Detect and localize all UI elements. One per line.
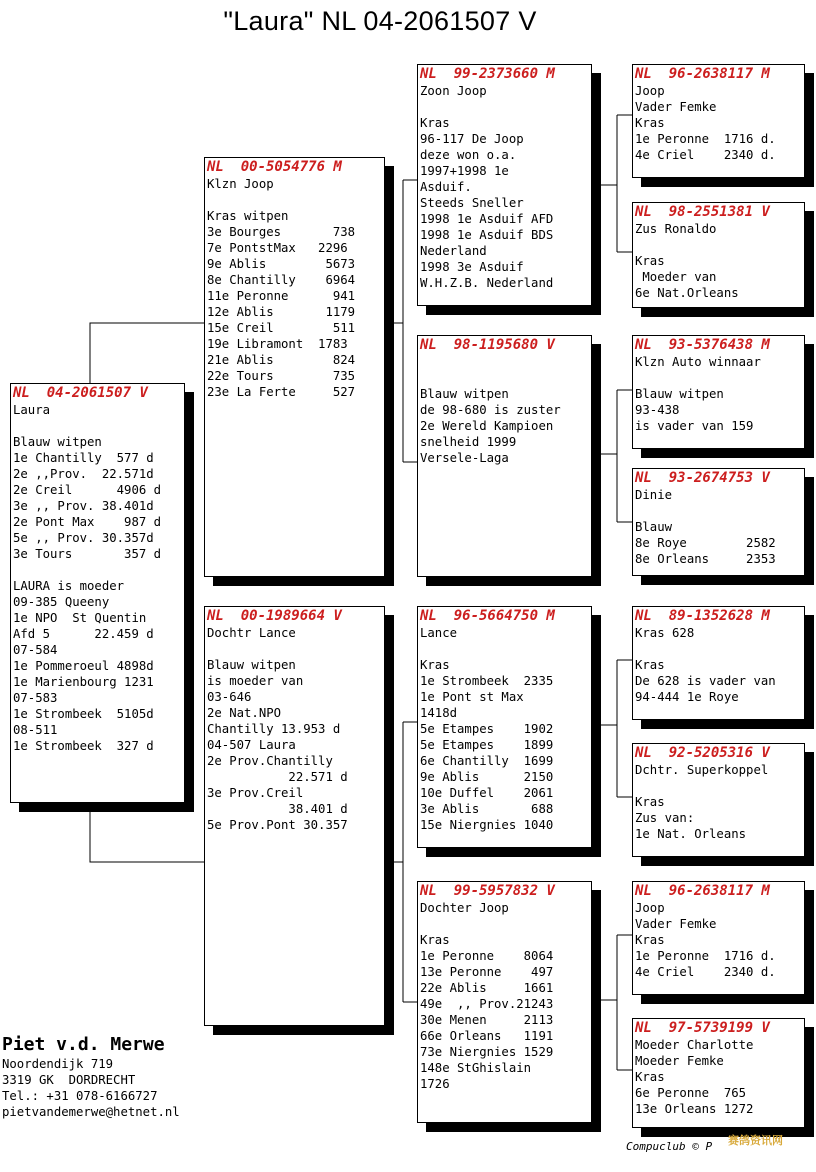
ring-number: NL 98-2551381 V bbox=[635, 204, 770, 220]
note-line: Kras bbox=[420, 658, 450, 672]
pigeon-notes bbox=[205, 176, 384, 400]
note-line: 23e La Ferte 527 bbox=[207, 385, 356, 399]
note-line: Joop bbox=[635, 901, 665, 915]
ring-number: NL 00-5054776 M bbox=[207, 159, 342, 175]
note-line: 30e Menen 2113 bbox=[420, 1013, 554, 1027]
note-line: 1e Strombeek 327 d bbox=[13, 739, 154, 753]
note-line: Laura bbox=[13, 403, 51, 417]
note-line bbox=[420, 99, 591, 115]
note-line: Versele-Laga bbox=[420, 451, 509, 465]
note-line: 2e ,,Prov. 22.571d bbox=[13, 467, 154, 481]
note-line: 5e Prov.Pont 30.357 bbox=[207, 818, 348, 832]
note-line: Dchtr. Superkoppel bbox=[635, 763, 769, 777]
pigeon-notes bbox=[633, 221, 804, 301]
note-line: Klzn Joop bbox=[207, 177, 274, 191]
note-line: 6e Peronne 765 bbox=[635, 1086, 747, 1100]
pigeon-card-sds bbox=[632, 335, 805, 449]
note-line bbox=[420, 370, 591, 386]
pigeon-card-sire-dam bbox=[417, 335, 592, 577]
note-line: 22.571 d bbox=[207, 770, 348, 784]
note-line: W.H.Z.B. Nederland bbox=[420, 276, 554, 290]
note-line: 1997+1998 1e bbox=[420, 164, 509, 178]
note-line: 94-444 1e Roye bbox=[635, 690, 739, 704]
note-line: 2e Pont Max 987 d bbox=[13, 515, 162, 529]
note-line: Zus van: bbox=[635, 811, 695, 825]
note-line bbox=[207, 192, 384, 208]
note-line: 1e Marienbourg 1231 bbox=[13, 675, 154, 689]
owner-address: Noordendijk 719 bbox=[2, 1057, 114, 1071]
note-line: 3e Ablis 688 bbox=[420, 802, 554, 816]
note-line: 93-438 bbox=[635, 403, 680, 417]
note-line: Moeder Charlotte bbox=[635, 1038, 754, 1052]
note-line: 8e Orleans 2353 bbox=[635, 552, 776, 566]
note-line: 15e Niergnies 1040 bbox=[420, 818, 554, 832]
note-line: Moeder Femke bbox=[635, 1054, 724, 1068]
note-line: 7e PontstMax 2296 bbox=[207, 241, 348, 255]
note-line: 73e Niergnies 1529 bbox=[420, 1045, 554, 1059]
ring-number: NL 96-2638117 M bbox=[635, 883, 770, 899]
connector-subject-sire bbox=[90, 323, 204, 383]
note-line: is moeder van bbox=[207, 674, 304, 688]
note-line: 08-511 bbox=[13, 723, 58, 737]
note-line: 03-646 bbox=[207, 690, 252, 704]
pigeon-notes bbox=[418, 83, 591, 291]
pigeon-notes bbox=[11, 402, 184, 754]
pigeon-card-dam-dam bbox=[417, 881, 592, 1123]
pigeon-card-ddd bbox=[632, 1018, 805, 1128]
note-line bbox=[420, 354, 591, 370]
note-line: 5e Etampes 1902 bbox=[420, 722, 554, 736]
pigeon-notes bbox=[418, 354, 591, 466]
note-line: 1e Pommeroeul 4898d bbox=[13, 659, 154, 673]
connector-sd bbox=[592, 390, 632, 522]
note-line: 5e Etampes 1899 bbox=[420, 738, 554, 752]
note-line: Blauw witpen bbox=[13, 435, 102, 449]
note-line: Moeder van bbox=[635, 270, 717, 284]
pigeon-card-subject bbox=[10, 383, 185, 803]
ring-number: NL 93-5376438 M bbox=[635, 337, 770, 353]
note-line: 22e Tours 735 bbox=[207, 369, 356, 383]
note-line: Dinie bbox=[635, 488, 673, 502]
note-line: 21e Ablis 824 bbox=[207, 353, 356, 367]
note-line: 4e Criel 2340 d. bbox=[635, 965, 776, 979]
note-line: Zus Ronaldo bbox=[635, 222, 717, 236]
ring-number: NL 96-2638117 M bbox=[635, 66, 770, 82]
owner-postcode: 3319 GK DORDRECHT bbox=[2, 1073, 136, 1087]
note-line: 3e Bourges 738 bbox=[207, 225, 356, 239]
note-line: 1998 3e Asduif bbox=[420, 260, 524, 274]
note-line: 2e Wereld Kampioen bbox=[420, 419, 554, 433]
note-line: Blauw bbox=[635, 520, 673, 534]
note-line: 1998 1e Asduif BDS bbox=[420, 228, 554, 242]
pigeon-notes bbox=[633, 354, 804, 434]
ring-number: NL 97-5739199 V bbox=[635, 1020, 770, 1036]
owner-email[interactable]: pietvandemerwe@hetnet.nl bbox=[2, 1105, 180, 1119]
note-line: Dochter Joop bbox=[420, 901, 509, 915]
pigeon-notes bbox=[418, 625, 591, 833]
pigeon-card-sss bbox=[632, 64, 805, 178]
ring-number: NL 89-1352628 M bbox=[635, 608, 770, 624]
note-line: is vader van 159 bbox=[635, 419, 754, 433]
note-line: snelheid 1999 bbox=[420, 435, 517, 449]
note-line: 04-507 Laura bbox=[207, 738, 296, 752]
ring-number: NL 00-1989664 V bbox=[207, 608, 342, 624]
note-line: 3e ,, Prov. 38.401d bbox=[13, 499, 154, 513]
note-line bbox=[207, 641, 384, 657]
note-line: 2e Creil 4906 d bbox=[13, 483, 162, 497]
pigeon-notes bbox=[633, 625, 804, 705]
note-line: 1e Nat. Orleans bbox=[635, 827, 747, 841]
note-line bbox=[635, 778, 804, 794]
note-line: deze won o.a. bbox=[420, 148, 517, 162]
note-line: Zoon Joop bbox=[420, 84, 487, 98]
note-line bbox=[13, 418, 184, 434]
note-line: Blauw witpen bbox=[635, 387, 724, 401]
note-line: Joop bbox=[635, 84, 665, 98]
pigeon-notes bbox=[633, 1037, 804, 1117]
note-line: 09-385 Queeny bbox=[13, 595, 110, 609]
note-line: 1418d bbox=[420, 706, 458, 720]
ring-number: NL 92-5205316 V bbox=[635, 745, 770, 761]
note-line: 38.401 d bbox=[207, 802, 348, 816]
pigeon-card-sire bbox=[204, 157, 385, 577]
note-line: 1e NPO St Quentin bbox=[13, 611, 147, 625]
note-line: Klzn Auto winnaar bbox=[635, 355, 761, 369]
note-line: Blauw witpen bbox=[420, 387, 509, 401]
note-line: Nederland bbox=[420, 244, 487, 258]
note-line: 13e Orleans 1272 bbox=[635, 1102, 754, 1116]
pigeon-card-dam bbox=[204, 606, 385, 1026]
note-line: 1e Peronne 1716 d. bbox=[635, 132, 776, 146]
note-line: 11e Peronne 941 bbox=[207, 289, 356, 303]
note-line: 49e ,, Prov.21243 bbox=[420, 997, 554, 1011]
note-line bbox=[635, 641, 804, 657]
note-line: Kras bbox=[420, 933, 450, 947]
ring-number: NL 98-1195680 V bbox=[420, 337, 555, 353]
note-line: 1998 1e Asduif AFD bbox=[420, 212, 554, 226]
note-line: 1726 bbox=[420, 1077, 450, 1091]
connector-ds bbox=[592, 660, 632, 797]
ring-number: NL 93-2674753 V bbox=[635, 470, 770, 486]
owner-phone: Tel.: +31 078-6166727 bbox=[2, 1089, 158, 1103]
owner-name: Piet v.d. Merwe bbox=[2, 1034, 165, 1055]
note-line: 13e Peronne 497 bbox=[420, 965, 554, 979]
pigeon-notes bbox=[633, 900, 804, 980]
note-line: 10e Duffel 2061 bbox=[420, 786, 554, 800]
note-line: 1e Peronne 1716 d. bbox=[635, 949, 776, 963]
note-line bbox=[13, 562, 184, 578]
ring-number: NL 96-5664750 M bbox=[420, 608, 555, 624]
note-line: 3e Tours 357 d bbox=[13, 547, 162, 561]
note-line: 148e StGhislain bbox=[420, 1061, 532, 1075]
note-line: 1e Strombeek 2335 bbox=[420, 674, 554, 688]
note-line: Vader Femke bbox=[635, 100, 717, 114]
note-line: 6e Chantilly 1699 bbox=[420, 754, 554, 768]
note-line: Kras bbox=[420, 116, 450, 130]
note-line: Kras witpen bbox=[207, 209, 289, 223]
connector-ss bbox=[592, 115, 632, 252]
note-line: 1e Pont st Max bbox=[420, 690, 524, 704]
pigeon-card-sire-sire bbox=[417, 64, 592, 306]
note-line bbox=[635, 237, 804, 253]
note-line: 2e Nat.NPO bbox=[207, 706, 282, 720]
note-line: 1e Peronne 8064 bbox=[420, 949, 554, 963]
note-line: 1e Strombeek 5105d bbox=[13, 707, 154, 721]
pigeon-notes bbox=[633, 487, 804, 567]
note-line: LAURA is moeder bbox=[13, 579, 125, 593]
note-line bbox=[420, 641, 591, 657]
pigeon-notes bbox=[205, 625, 384, 833]
pigeon-card-dsd bbox=[632, 743, 805, 857]
note-line: 66e Orleans 1191 bbox=[420, 1029, 554, 1043]
connector-sire bbox=[385, 180, 417, 462]
connector-dam bbox=[385, 722, 417, 1002]
note-line: 15e Creil 511 bbox=[207, 321, 356, 335]
note-line: 9e Ablis 5673 bbox=[207, 257, 356, 271]
connector-dd bbox=[592, 935, 632, 1070]
note-line: 22e Ablis 1661 bbox=[420, 981, 554, 995]
note-line: Vader Femke bbox=[635, 917, 717, 931]
pigeon-notes bbox=[418, 900, 591, 1092]
note-line: 07-584 bbox=[13, 643, 58, 657]
pigeon-card-ssd bbox=[632, 202, 805, 308]
note-line: 5e ,, Prov. 30.357d bbox=[13, 531, 154, 545]
note-line: Chantilly 13.953 d bbox=[207, 722, 341, 736]
software-credit: Compuclub © P bbox=[626, 1140, 713, 1153]
note-line: Kras bbox=[635, 658, 665, 672]
note-line: 19e Libramont 1783 bbox=[207, 337, 348, 351]
note-line: 12e Ablis 1179 bbox=[207, 305, 356, 319]
note-line: Afd 5 22.459 d bbox=[13, 627, 154, 641]
note-line: 07-583 bbox=[13, 691, 58, 705]
pigeon-notes bbox=[633, 762, 804, 842]
pedigree-title: "Laura" NL 04-2061507 V bbox=[223, 6, 537, 36]
note-line: Kras bbox=[635, 795, 665, 809]
ring-number: NL 04-2061507 V bbox=[13, 385, 148, 401]
note-line: Dochtr Lance bbox=[207, 626, 296, 640]
note-line: 8e Roye 2582 bbox=[635, 536, 776, 550]
note-line: Blauw witpen bbox=[207, 658, 296, 672]
note-line: 96-117 De Joop bbox=[420, 132, 524, 146]
ring-number: NL 99-2373660 M bbox=[420, 66, 555, 82]
note-line: 3e Prov.Creil bbox=[207, 786, 304, 800]
owner-block bbox=[2, 1034, 180, 1120]
note-line bbox=[635, 503, 804, 519]
note-line: Kras bbox=[635, 933, 665, 947]
pigeon-card-dam-sire bbox=[417, 606, 592, 848]
note-line: 6e Nat.Orleans bbox=[635, 286, 739, 300]
note-line: 9e Ablis 2150 bbox=[420, 770, 554, 784]
note-line: Kras bbox=[635, 254, 665, 268]
note-line: 4e Criel 2340 d. bbox=[635, 148, 776, 162]
note-line: 1e Chantilly 577 d bbox=[13, 451, 154, 465]
connector-subject-dam bbox=[90, 810, 204, 862]
note-line: De 628 is vader van bbox=[635, 674, 776, 688]
note-line bbox=[635, 370, 804, 386]
note-line: Kras bbox=[635, 116, 665, 130]
pigeon-card-dds bbox=[632, 881, 805, 995]
note-line: Kras 628 bbox=[635, 626, 695, 640]
pigeon-notes bbox=[633, 83, 804, 163]
pigeon-card-sdd bbox=[632, 468, 805, 576]
note-line: Asduif. bbox=[420, 180, 472, 194]
pigeon-card-dss bbox=[632, 606, 805, 720]
note-line: de 98-680 is zuster bbox=[420, 403, 561, 417]
watermark-logo: 赛鸽资讯网 bbox=[728, 1134, 783, 1147]
note-line: Kras bbox=[635, 1070, 665, 1084]
note-line bbox=[420, 916, 591, 932]
note-line: Lance bbox=[420, 626, 458, 640]
ring-number: NL 99-5957832 V bbox=[420, 883, 555, 899]
note-line: 8e Chantilly 6964 bbox=[207, 273, 356, 287]
note-line: 2e Prov.Chantilly bbox=[207, 754, 333, 768]
note-line: Steeds Sneller bbox=[420, 196, 524, 210]
